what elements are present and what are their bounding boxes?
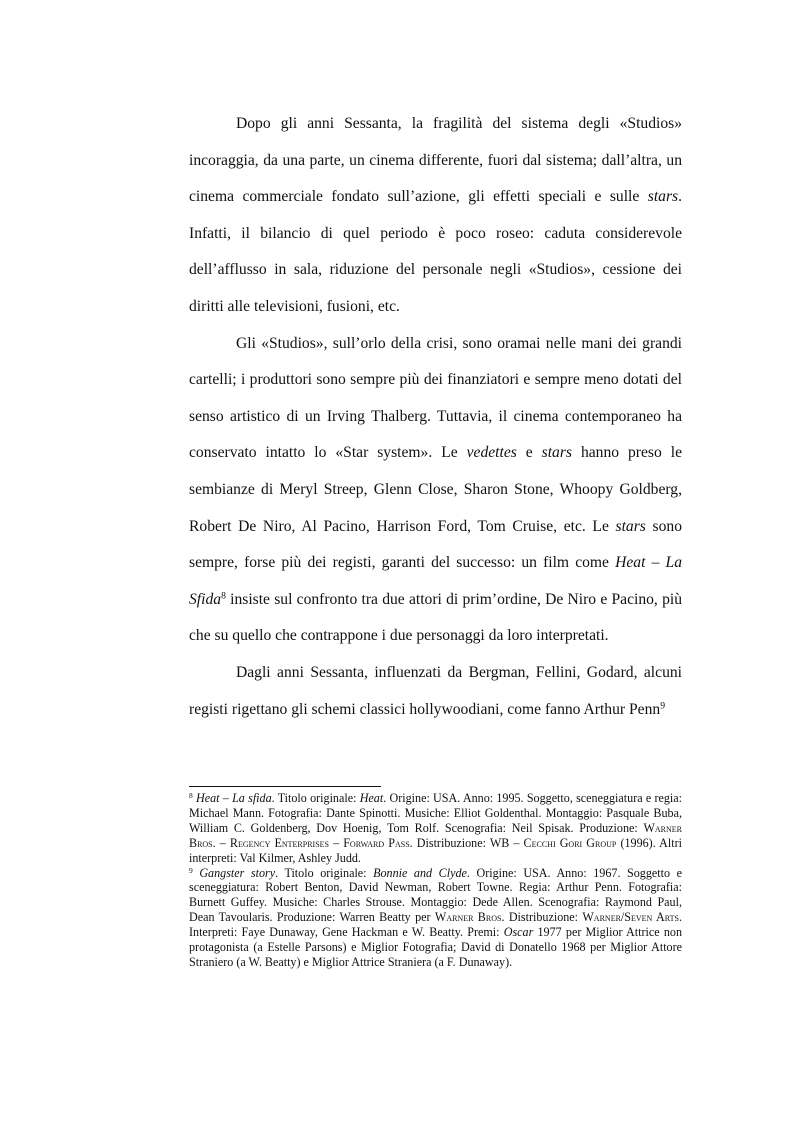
text-run: . Infatti, il bilancio di quel periodo è poco roseo: caduta considerevole dell’afflusso in sala, riduzione del personale negli «Studios», cessione dei diritti alle televisioni, fusioni, etc. — [189, 188, 682, 315]
text-run: (1996). Altri interpreti: Val Kilmer, Ashley Judd. — [189, 835, 682, 865]
text-run: stars — [615, 517, 646, 535]
text-run: hanno preso le sembianze di Meryl Streep, Glenn Close, Sharon Stone, Whoopy Goldberg, Robert De Niro, Al Pacino, Harrison Ford, Tom Cruise, etc. Le — [189, 444, 682, 535]
paragraph — [189, 326, 682, 655]
footnote-marker: 8 — [221, 590, 226, 602]
footnote-marker: 9 — [189, 865, 193, 875]
text-run: . Interpreti: Faye Dunaway, Gene Hackman e W. Beatty. Premi: — [189, 910, 682, 940]
text-run: Oscar — [503, 925, 534, 940]
text-run: e — [516, 444, 542, 462]
text-run: Warner Bros — [434, 910, 502, 925]
text-run: Warner Bros. – Regency Enterprises – Forward Pass — [189, 820, 682, 850]
text-run: Warner/Seven Arts — [582, 910, 679, 925]
text-run: Gangster story — [199, 865, 276, 880]
paragraph — [189, 106, 682, 326]
text-run: sono sempre, forse più dei registi, garanti del successo: un film come — [189, 517, 682, 572]
footnote-8 — [189, 791, 682, 866]
text-run: Dagli anni Sessanta, influenzati da Bergman, Fellini, Godard, alcuni registi rigettano gli schemi classici hollywoodiani, come fanno Arthur Penn — [189, 663, 682, 718]
text-run: . Titolo originale: — [271, 791, 360, 805]
text-run: 1977 per Miglior Attrice non protagonista (a Estelle Parsons) e Miglior Fotografia; David di Donatello 1968 per Miglior Attore Straniero (a W. Beatty) e Miglior Attrice Straniera (a F. Dunaway). — [189, 925, 682, 969]
text-run: stars — [541, 444, 572, 462]
footnotes — [189, 791, 682, 970]
text-run: Heat — [359, 791, 384, 805]
text-run: Dopo gli anni Sessanta, la fragilità del sistema degli «Studios» incoraggia, da una parte, un cinema differente, fuori dal sistema; dall’altra, un cinema commerciale fondato sull’azione, gli effetti speciali e sulle — [189, 115, 682, 206]
footnote-9 — [189, 866, 682, 970]
text-run: Gli «Studios», sull’orlo della crisi, sono oramai nelle mani dei grandi cartelli; i produttori sono sempre più dei finanziatori e sempre meno dotati del senso artistico di un Irving Thalberg. Tuttavia, il cinema contemporaneo ha conservato intatto lo «Star system». Le — [189, 334, 682, 462]
footnote-separator — [189, 786, 381, 787]
text-run: . Distribuzione: — [501, 910, 583, 925]
text-run: . Titolo originale: — [275, 865, 374, 880]
text-run: . Origine: USA. Anno: 1967. Soggetto e sceneggiatura: Robert Benton, David Newman, Robert Towne. Regia: Arthur Penn. Fotografia: Burnett Guffey. Musiche: Charles Strouse. Montaggio: Dede Allen. Scenografia: Raymond Paul, Dean Tavoularis. Produzione: Warren Beatty per — [189, 865, 682, 925]
footnote-marker: 9 — [660, 700, 666, 712]
paragraph — [189, 655, 682, 728]
text-run: . Origine: USA. Anno: 1995. Soggetto, sceneggiatura e regia: Michael Mann. Fotografia: Dante Spinotti. Musiche: Elliot Goldenthal. Montaggio: Pasquale Buba, William C. Goldenberg, Dov Hoenig, Tom Rolf. Scenografia: Neil Spisak. Produzione: — [189, 791, 682, 835]
text-run: Heat – La sfida — [196, 791, 272, 805]
footnote-marker: 8 — [189, 790, 193, 800]
text-run: Bonnie and Clyde — [373, 865, 467, 880]
body-text — [189, 106, 682, 728]
text-run: . Distribuzione: WB – — [409, 835, 524, 850]
text-run: Heat – La Sfida — [189, 554, 682, 608]
text-run: insiste sul confronto tra due attori di prim’ordine, De Niro e Pacino, più che su quello che contrappone i due personaggi da loro interpretati. — [189, 590, 682, 645]
text-run: Cecchi Gori Group — [523, 835, 617, 850]
text-run: vedettes — [466, 444, 517, 462]
text-run: stars — [647, 188, 679, 206]
